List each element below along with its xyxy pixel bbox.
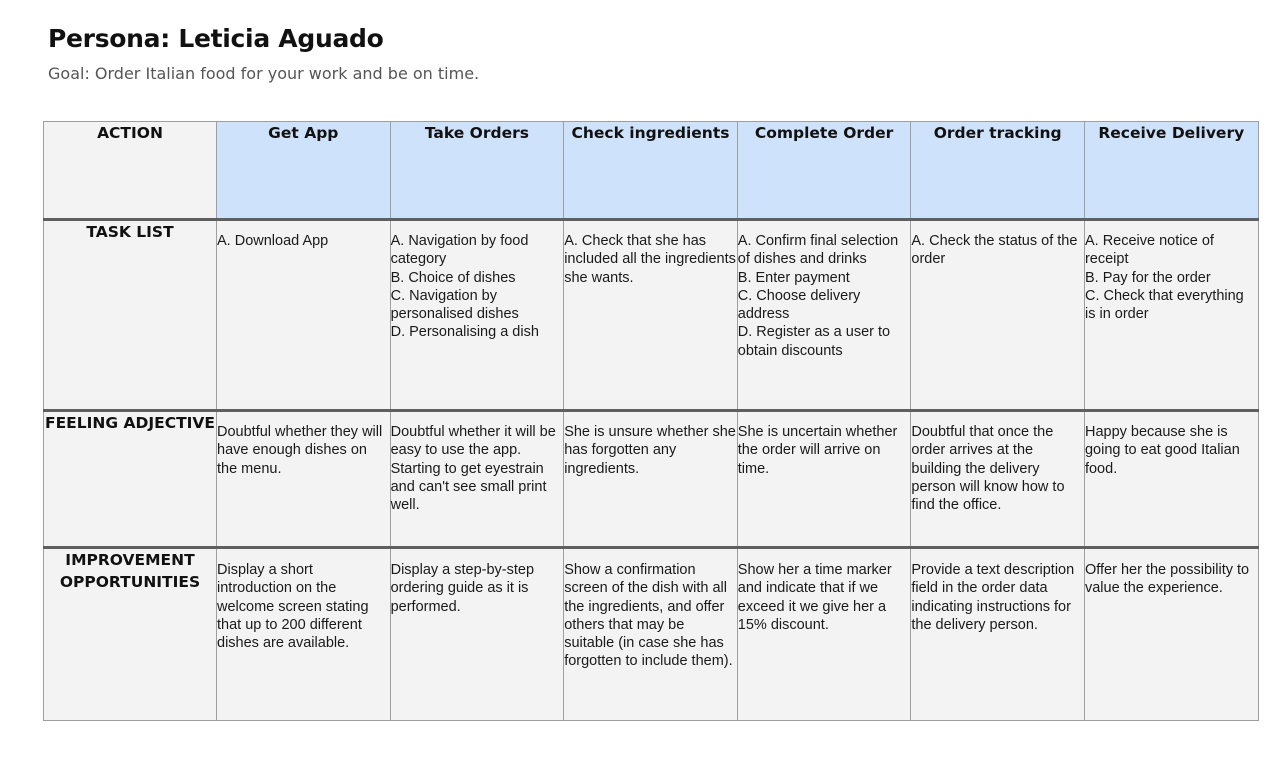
task-cell-order-tracking: [911, 220, 1085, 411]
task-item: C. Choose delivery address: [737, 287, 861, 323]
feeling-cell-receive-delivery: [1084, 411, 1258, 548]
feeling-cell-order-tracking: [911, 411, 1085, 548]
feeling-text: Doubtful whether it will be easy to use the app. Starting to get eyestrain and can't see small print well.: [390, 424, 556, 514]
improvement-text: Provide a text description field in the order data indicating instructions for the delivery person.: [911, 562, 1075, 633]
task-item: A. Navigation by food category: [390, 233, 529, 268]
feeling-cell-get-app: [217, 411, 391, 548]
task-item: A. Download App: [217, 233, 329, 249]
improvement-cell-order-tracking: [911, 548, 1085, 721]
task-item: B. Pay for the order: [1084, 269, 1211, 286]
task-item: A. Receive notice of receipt: [1084, 233, 1214, 268]
row-label-feeling-adjective: FEELING ADJECTIVE: [44, 411, 217, 548]
task-item: A. Check that she has included all the ingredients she wants.: [564, 233, 736, 286]
feeling-text: She is unsure whether she has forgotten any ingredients.: [564, 424, 736, 477]
improvement-cell-complete-order: [737, 548, 911, 721]
task-item: B. Enter payment: [737, 269, 850, 286]
feeling-text: She is uncertain whether the order will arrive on time.: [737, 424, 898, 477]
task-item: D. Register as a user to obtain discounts: [737, 324, 891, 359]
step-header-receive-delivery: Receive Delivery: [1084, 122, 1258, 220]
persona-title: Persona: Leticia Aguado: [48, 24, 384, 53]
step-header-check-ingredients: Check ingredients: [564, 122, 738, 220]
step-header-order-tracking: Order tracking: [911, 122, 1085, 220]
journey-map-table: [43, 121, 1259, 721]
row-label-action: ACTION: [44, 122, 217, 220]
improvement-text: Display a step-by-step ordering guide as it is performed.: [390, 562, 535, 615]
feeling-text: Happy because she is going to eat good Italian food.: [1084, 424, 1240, 477]
step-header-take-orders: Take Orders: [390, 122, 564, 220]
task-item: A. Check the status of the order: [911, 233, 1078, 268]
persona-goal: Goal: Order Italian food for your work and be on time.: [48, 64, 480, 83]
step-header-get-app: Get App: [217, 122, 391, 220]
table-row: [44, 220, 1259, 411]
improvement-text: Offer her the possibility to value the experience.: [1084, 562, 1250, 597]
table-row: [44, 548, 1259, 721]
improvement-cell-get-app: [217, 548, 391, 721]
task-cell-check-ingredients: [564, 220, 738, 411]
table-header-row: [44, 122, 1259, 220]
task-item: C. Navigation by personalised dishes: [390, 287, 519, 323]
table-row: [44, 411, 1259, 548]
row-label-improvement-opportunities: IMPROVEMENT OPPORTUNITIES: [44, 548, 217, 721]
task-cell-get-app: [217, 220, 391, 411]
task-cell-receive-delivery: [1084, 220, 1258, 411]
feeling-cell-check-ingredients: [564, 411, 738, 548]
task-cell-complete-order: [737, 220, 911, 411]
feeling-text: Doubtful whether they will have enough dishes on the menu.: [217, 424, 383, 477]
improvement-cell-receive-delivery: [1084, 548, 1258, 721]
improvement-text: Show a confirmation screen of the dish with all the ingredients, and offer others that may be suitable (in case she has forgotten to include them).: [564, 562, 733, 670]
improvement-cell-take-orders: [390, 548, 564, 721]
task-item: A. Confirm final selection of dishes and drinks: [737, 233, 899, 268]
improvement-text: Display a short introduction on the welcome screen stating that up to 200 different dishes are available.: [217, 562, 369, 652]
step-header-complete-order: Complete Order: [737, 122, 911, 220]
feeling-cell-complete-order: [737, 411, 911, 548]
improvement-cell-check-ingredients: [564, 548, 738, 721]
improvement-text: Show her a time marker and indicate that if we exceed it we give her a 15% discount.: [737, 562, 892, 633]
feeling-cell-take-orders: [390, 411, 564, 548]
task-item: C. Check that everything is in order: [1084, 287, 1244, 323]
feeling-text: Doubtful that once the order arrives at the building the delivery person will know how to find the office.: [911, 424, 1065, 514]
task-item: D. Personalising a dish: [390, 324, 539, 341]
task-item: B. Choice of dishes: [390, 269, 516, 286]
task-cell-take-orders: [390, 220, 564, 411]
row-label-task-list: TASK LIST: [44, 220, 217, 411]
